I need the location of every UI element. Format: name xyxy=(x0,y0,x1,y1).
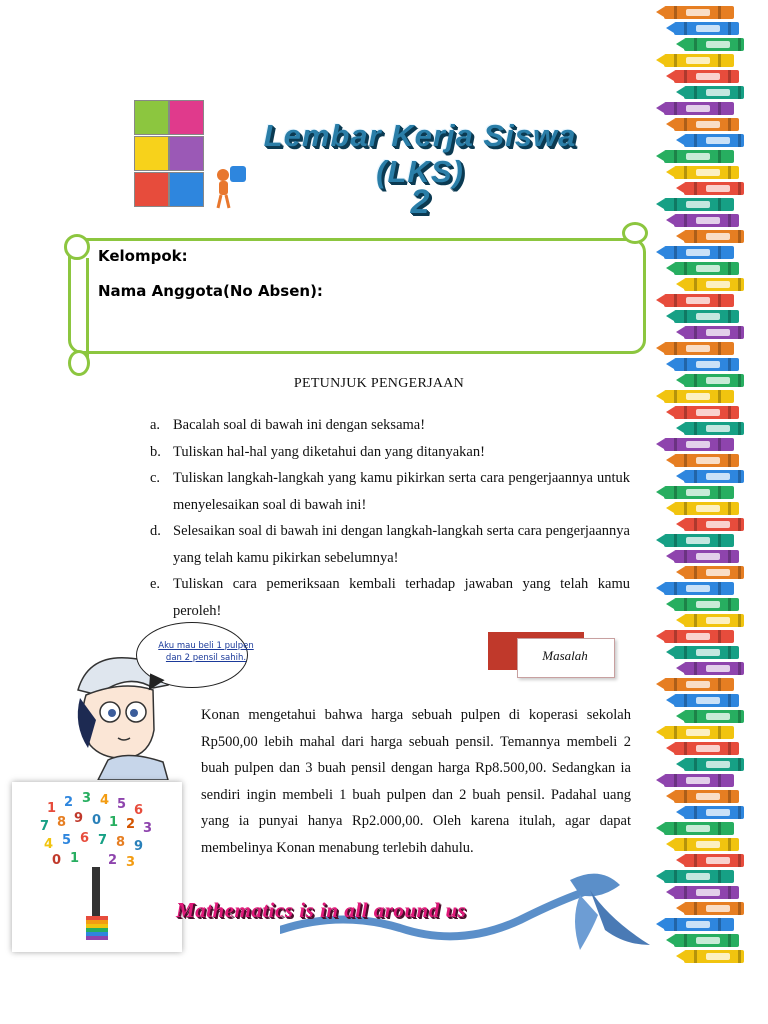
number-tree-image xyxy=(12,782,182,952)
crayon-icon xyxy=(684,950,744,963)
puzzle-logo xyxy=(134,100,208,212)
crayon-icon xyxy=(674,22,739,35)
crayon-icon xyxy=(664,6,734,19)
crayon-icon xyxy=(664,150,734,163)
svg-text:5: 5 xyxy=(117,797,127,812)
instructions-list xyxy=(150,412,630,624)
svg-text:2: 2 xyxy=(108,853,118,868)
crayon-icon xyxy=(684,230,744,243)
svg-text:3: 3 xyxy=(82,791,92,806)
list-item-text: Tuliskan langkah-langkah yang kamu pikirkan serta cara pengerjaannya untuk menyelesaikan soal di bawah ini! xyxy=(173,470,630,513)
list-item xyxy=(150,518,630,571)
crayon-icon xyxy=(684,422,744,435)
crayon-icon xyxy=(664,534,734,547)
list-marker: c. xyxy=(150,470,161,486)
crayon-icon xyxy=(684,806,744,819)
crayon-icon xyxy=(684,902,744,915)
crayon-border-decoration xyxy=(652,0,768,968)
list-item xyxy=(150,439,630,466)
crayon-icon xyxy=(674,502,739,515)
crayon-icon xyxy=(664,870,734,883)
list-item-text: Selesaikan soal di bawah ini dengan langkah-langkah serta cara pengerjaannya yang telah kamu pikirkan sebelumnya! xyxy=(173,523,630,566)
crayon-icon xyxy=(674,838,739,851)
crayon-icon xyxy=(664,246,734,259)
crayon-icon xyxy=(674,70,739,83)
list-marker: d. xyxy=(150,523,161,539)
crayon-icon xyxy=(674,742,739,755)
crayon-icon xyxy=(674,310,739,323)
crayon-icon xyxy=(684,182,744,195)
scroll-curl-decoration xyxy=(64,234,90,260)
crayon-icon xyxy=(674,214,739,227)
members-label: Nama Anggota(No Absen): xyxy=(98,282,323,300)
svg-text:6: 6 xyxy=(134,803,144,818)
list-item-text: Tuliskan cara pemeriksaan kembali terhadap jawaban yang telah kamu peroleh! xyxy=(173,576,630,619)
crayon-icon xyxy=(664,294,734,307)
svg-text:0: 0 xyxy=(52,853,62,868)
crayon-icon xyxy=(664,630,734,643)
svg-text:5: 5 xyxy=(62,833,72,848)
crayon-icon xyxy=(684,710,744,723)
crayon-icon xyxy=(664,486,734,499)
crayon-icon xyxy=(664,774,734,787)
crayon-icon xyxy=(674,406,739,419)
svg-text:6: 6 xyxy=(80,831,90,846)
crayon-icon xyxy=(674,598,739,611)
crayon-icon xyxy=(664,102,734,115)
crayon-icon xyxy=(664,678,734,691)
crayon-icon xyxy=(684,86,744,99)
masalah-label: Masalah xyxy=(542,648,588,663)
svg-text:1: 1 xyxy=(70,851,80,866)
crayon-icon xyxy=(664,342,734,355)
list-item xyxy=(150,571,630,624)
svg-text:3: 3 xyxy=(143,821,153,836)
list-marker: b. xyxy=(150,443,161,460)
page-title: Lembar Kerja Siswa (LKS) xyxy=(263,118,577,189)
svg-text:1: 1 xyxy=(109,815,119,830)
crayon-icon xyxy=(664,582,734,595)
crayon-icon xyxy=(664,438,734,451)
crayon-icon xyxy=(684,614,744,627)
crayon-icon xyxy=(674,550,739,563)
svg-text:2: 2 xyxy=(126,817,136,832)
crayon-icon xyxy=(684,278,744,291)
crayon-icon xyxy=(674,454,739,467)
scroll-curl-decoration xyxy=(622,222,648,244)
instructions-title: PETUNJUK PENGERJAAN xyxy=(293,376,465,391)
crayon-icon xyxy=(674,646,739,659)
crayon-icon xyxy=(684,134,744,147)
list-item xyxy=(150,465,630,518)
crayon-icon xyxy=(674,118,739,131)
crayon-icon xyxy=(684,326,744,339)
problem-text: Konan mengetahui bahwa harga sebuah pulpen di koperasi sekolah Rp500,00 lebih mahal dari harga sebuah pensil. Temannya membeli 2 buah pulpen dan 3 buah pensil dengan harga Rp8.500,00. Sedangkan ia sendiri ingin membeli 1 buah pulpen dan 2 buah pensil. Padahal uang yang ia punyai hanya Rp2.000,00. Oleh karena itulah, agar dapat membelinya Konan menabung terlebih dahulu. xyxy=(201,707,631,856)
scroll-decoration xyxy=(86,258,89,368)
worksheet-number: 2 xyxy=(410,183,430,221)
svg-text:0: 0 xyxy=(92,813,102,828)
svg-text:2: 2 xyxy=(64,795,74,810)
svg-text:8: 8 xyxy=(116,835,126,850)
crayon-icon xyxy=(674,358,739,371)
svg-text:7: 7 xyxy=(98,833,108,848)
crayon-icon xyxy=(674,790,739,803)
crayon-icon xyxy=(664,726,734,739)
crayon-icon xyxy=(684,566,744,579)
crayon-icon xyxy=(674,934,739,947)
scroll-curl-decoration xyxy=(68,350,90,376)
group-label: Kelompok: xyxy=(98,247,188,265)
crayon-icon xyxy=(664,198,734,211)
svg-text:9: 9 xyxy=(74,811,84,826)
crayon-icon xyxy=(664,822,734,835)
list-marker: a. xyxy=(150,417,161,433)
crayon-icon xyxy=(684,854,744,867)
svg-text:3: 3 xyxy=(126,855,136,870)
crayon-icon xyxy=(674,694,739,707)
crayon-icon xyxy=(684,662,744,675)
svg-text:9: 9 xyxy=(134,839,144,854)
crayon-icon xyxy=(684,38,744,51)
crayon-icon xyxy=(684,470,744,483)
number-tree-icon xyxy=(12,782,182,952)
footer-slogan: Mathematics is in all around us xyxy=(176,898,467,922)
list-item-text: Tuliskan hal-hal yang diketahui dan yang ditanyakan! xyxy=(173,443,485,460)
svg-text:1: 1 xyxy=(47,801,57,816)
crayon-icon xyxy=(674,166,739,179)
crayon-icon xyxy=(674,886,739,899)
svg-text:8: 8 xyxy=(57,815,67,830)
list-item xyxy=(150,412,630,439)
list-item-text: Bacalah soal di bawah ini dengan seksama! xyxy=(173,417,426,433)
crayon-icon xyxy=(664,918,734,931)
speech-bubble-text: Aku mau beli 1 pulpen dan 2 pensil sahih. xyxy=(158,641,254,663)
crayon-icon xyxy=(674,262,739,275)
svg-text:4: 4 xyxy=(44,837,54,852)
list-marker: e. xyxy=(150,576,161,592)
svg-text:4: 4 xyxy=(100,793,110,808)
crayon-icon xyxy=(684,758,744,771)
svg-text:7: 7 xyxy=(40,819,50,834)
crayon-icon xyxy=(684,518,744,531)
crayon-icon xyxy=(664,54,734,67)
